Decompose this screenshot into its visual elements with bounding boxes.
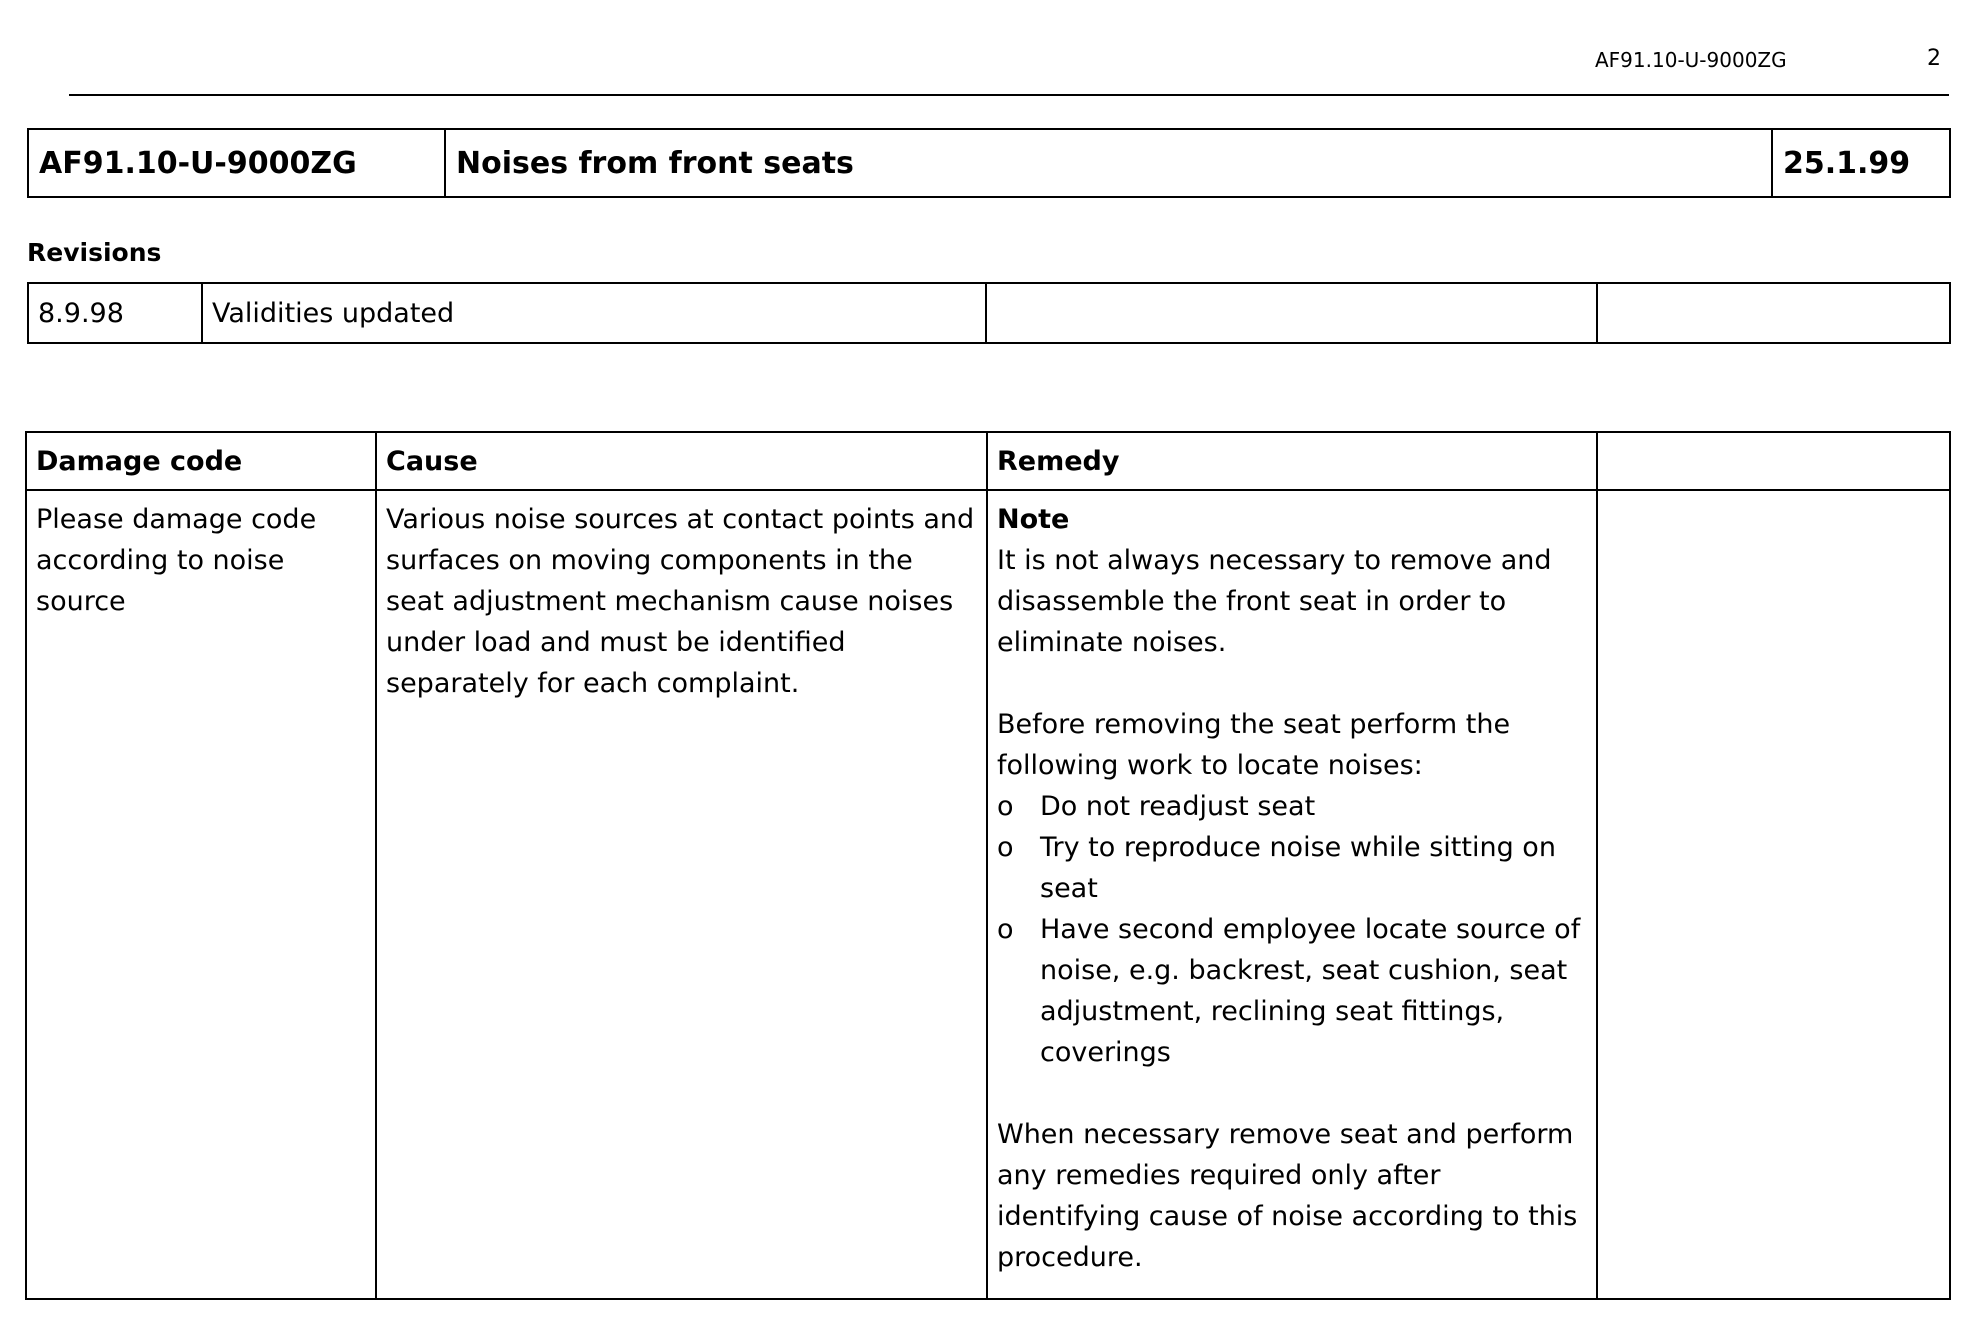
header-damage-code: Damage code (26, 432, 376, 490)
bullet-text: Have second employee locate source of noise, e.g. backrest, seat cushion, seat adjustment, reclining seat fittings, coverings (1040, 914, 1581, 1068)
revision-text: Validities updated (202, 283, 986, 343)
bullet-icon: o (997, 791, 1014, 822)
extra-cell (1597, 490, 1950, 1299)
running-header (69, 44, 1949, 96)
table-row (26, 490, 1950, 1299)
damage-table (25, 431, 1951, 1300)
bullet-text: Do not readjust seat (1040, 791, 1316, 822)
document-title: Noises from front seats (445, 129, 1772, 197)
revision-col4 (1597, 283, 1950, 343)
bullet-icon: o (997, 832, 1014, 863)
remedy-cell (987, 490, 1597, 1299)
list-item (997, 909, 1587, 1073)
bullet-text: Try to reproduce noise while sitting on seat (1040, 832, 1556, 904)
revisions-table (27, 282, 1951, 344)
note-text: It is not always necessary to remove and disassemble the front seat in order to eliminate noises. (997, 545, 1552, 658)
header-remedy: Remedy (987, 432, 1597, 490)
before-text: Before removing the seat perform the following work to locate noises: (997, 709, 1511, 781)
damage-code-cell: Please damage code according to noise source (26, 490, 376, 1299)
table-header-row (26, 432, 1950, 490)
document-date: 25.1.99 (1772, 129, 1950, 197)
revision-row (28, 283, 1950, 343)
bullet-icon: o (997, 914, 1014, 945)
list-item (997, 827, 1587, 909)
note-title: Note (997, 504, 1070, 535)
page-number: 2 (1927, 46, 1941, 71)
bullet-list (997, 786, 1587, 1073)
list-item (997, 786, 1587, 827)
header-extra (1597, 432, 1950, 490)
revisions-label: Revisions (27, 238, 162, 267)
revision-date: 8.9.98 (28, 283, 202, 343)
cause-cell: Various noise sources at contact points and surfaces on moving components in the seat adjustment mechanism cause noises under load and must be identified separately for each complaint. (376, 490, 987, 1299)
title-table (27, 128, 1951, 198)
header-cause: Cause (376, 432, 987, 490)
document-code: AF91.10-U-9000ZG (28, 129, 445, 197)
header-doc-id: AF91.10-U-9000ZG (1595, 48, 1787, 72)
closing-text: When necessary remove seat and perform any remedies required only after identifying cause of noise according to this procedure. (997, 1119, 1578, 1273)
revision-col3 (986, 283, 1597, 343)
